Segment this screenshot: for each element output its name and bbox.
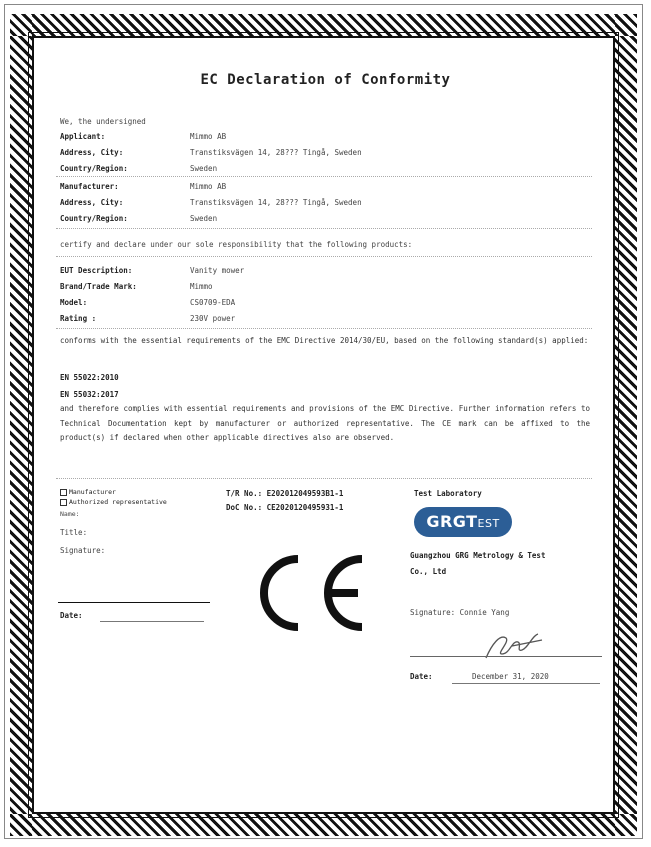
tr-number: T/R No.: E202012049593B1-1 [226,489,344,498]
applicant-country-label: Country/Region: [60,164,128,173]
date-label: Date: [60,611,83,620]
doc-number: DoC No.: CE2020120495931-1 [226,503,344,512]
eut-label: EUT Description: [60,266,133,275]
brand-value: Mimmo [190,282,213,291]
lab-signature: Signature: Connie Yang [410,608,510,617]
logo-text-tail: EST [477,517,500,530]
lab-signature-line [410,656,602,657]
lab-date-value: December 31, 2020 [472,672,549,681]
option-representative[interactable] [60,498,167,507]
lab-heading: Test Laboratory [414,489,482,498]
standard-2: EN 55032:2017 [60,390,119,399]
manufacturer-country-value: Sweden [190,214,218,223]
applicant-value: Mimmo AB [190,132,227,141]
rating-value: 230V power [190,314,236,323]
option-label: Manufacturer [69,488,116,496]
applicant-label: Applicant: [60,132,106,141]
standard-1: EN 55022:2010 [60,373,119,382]
rating-label: Rating : [60,314,97,323]
manufacturer-address-value: Transtiksvägen 14, 28??? Tingå, Sweden [190,198,362,207]
page-title: EC Declaration of Conformity [200,72,451,88]
manufacturer-address-label: Address, City: [60,198,124,207]
signature-label: Signature: [60,546,106,555]
option-label: Authorized representative [69,498,167,506]
divider [56,228,592,229]
certify-text: certify and declare under our sole responsibility that the following products: [60,240,413,249]
signature-line [58,602,210,603]
manufacturer-label: Manufacturer: [60,182,119,191]
checkbox[interactable] [60,489,67,496]
lab-date-label: Date: [410,672,433,681]
divider [56,478,592,479]
title-label: Title: [60,528,88,537]
manufacturer-value: Mimmo AB [190,182,227,191]
compliance-text: and therefore complies with essential requirements and provisions of the EMC Directive. Further information refers to Technical Documentation kept by manufacturer or authorized representative. The CE mark can be affixed to the product(s) if declared when other applicable directives also are observed. [60,404,590,442]
eut-value: Vanity mower [190,266,245,275]
name-label: Name: [60,510,80,518]
brand-label: Brand/Trade Mark: [60,282,137,291]
divider [56,256,592,257]
ce-mark-icon [258,553,370,633]
model-value: CS0709-EDA [190,298,236,307]
option-manufacturer[interactable] [60,488,116,497]
applicant-country-value: Sweden [190,164,218,173]
date-line [100,621,204,622]
logo-text: GRGT [426,512,478,531]
handwritten-signature-icon [482,624,546,664]
divider [56,328,592,329]
lab-logo [414,507,512,537]
applicant-address-label: Address, City: [60,148,124,157]
conforms-text: conforms with the essential requirements of the EMC Directive 2014/30/EU, based on the following standard(s) applied: [60,336,589,345]
lab-date-line [452,683,600,684]
intro-text: We, the undersigned [60,117,146,126]
manufacturer-country-label: Country/Region: [60,214,128,223]
lab-name-line1: Guangzhou GRG Metrology & Test [410,551,546,560]
checkbox[interactable] [60,499,67,506]
model-label: Model: [60,298,88,307]
applicant-address-value: Transtiksvägen 14, 28??? Tingå, Sweden [190,148,362,157]
lab-name-line2: Co., Ltd [410,567,447,576]
divider [56,176,592,177]
